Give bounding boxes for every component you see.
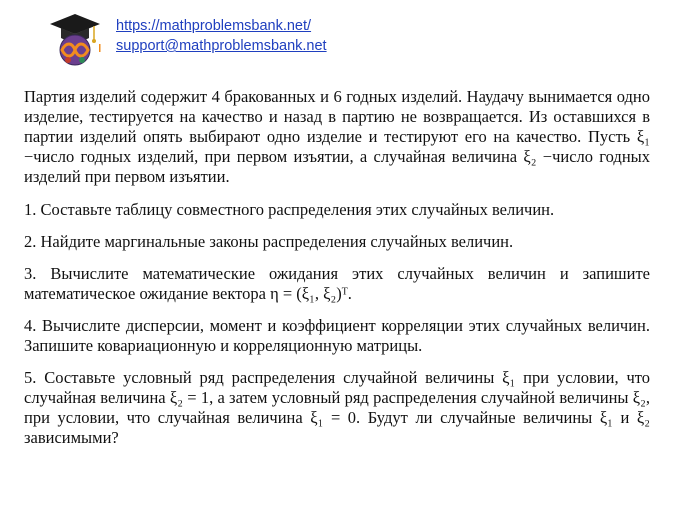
website-link[interactable]: https://mathproblemsbank.net/	[116, 18, 312, 34]
problem-text	[24, 87, 650, 460]
task-3: 3. Вычислите математические ожидания этих случайных величин и запишите математическое ожидание вектора η = (ξ₁, ξ₂)ᵀ.	[24, 264, 650, 303]
email-link[interactable]: support@mathproblemsbank.net	[116, 38, 327, 54]
task-4: 4. Вычислите дисперсии, момент и коэффициент корреляции этих случайных величин. Запишите ковариационную и корреляционную матрицы.	[24, 316, 650, 355]
task-1: 1. Составьте таблицу совместного распределения этих случайных величин.	[24, 200, 555, 219]
contact-links	[116, 16, 327, 56]
problem-intro: Партия изделий содержит 4 бракованных и 6 годных изделий. Наудачу вынимается одно изделие, тестируется на качество и назад в партию не возвращается. Из оставшихся в партии изделий опять выбирают одно изделие и тестируют его на качество. Пусть ξ₁ −число годных изделий, при первом изъятии, а случайная величина ξ₂ −число годных изделий при первом изъятии.	[24, 87, 650, 186]
task-5: 5. Составьте условный ряд распределения случайной величины ξ₁ при условии, что случайная величина ξ₂ = 1, а затем условный ряд распределения случайной величины ξ₂, при условии, что случайная величина ξ₁ = 0. Будут ли случайные величины ξ₁ и ξ₂ зависимыми?	[24, 368, 650, 447]
task-2: 2. Найдите маргинальные законы распределения случайных величин.	[24, 232, 514, 251]
logo-icon	[48, 10, 102, 66]
